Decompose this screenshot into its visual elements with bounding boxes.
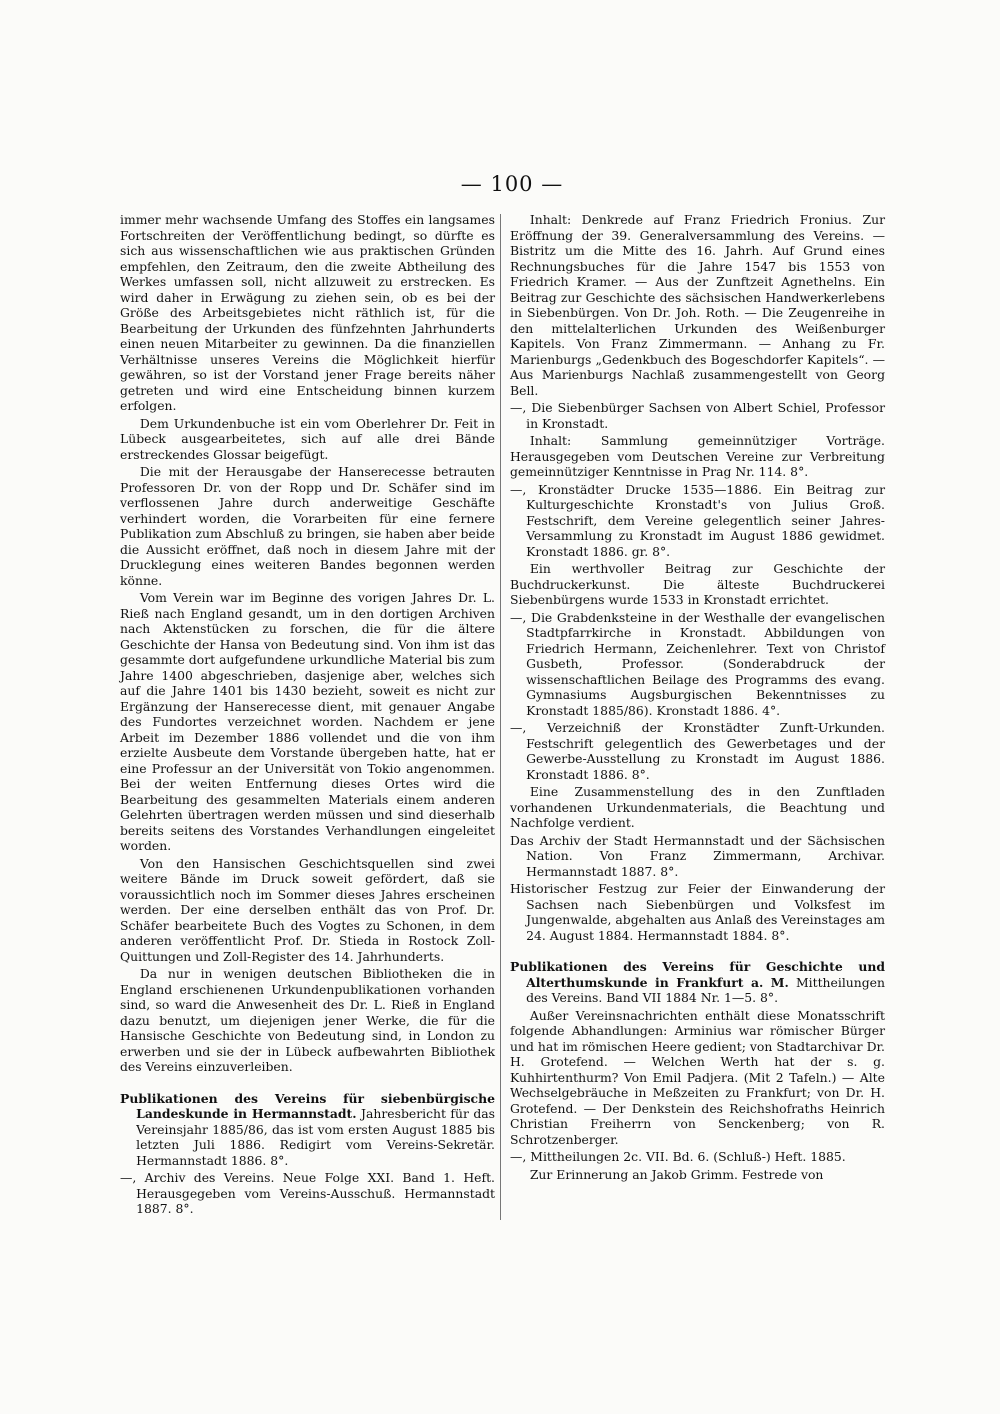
entry-text: Mittheilungen des Vereins. Band VII 1884 Nr. 1—5. 8°. bbox=[526, 974, 885, 1005]
publication-entry bbox=[120, 1091, 495, 1169]
paragraph: Die mit der Herausgabe der Hanserecesse betrauten Professoren Dr. von der Ropp und Dr. Schäfer sind im verflossenen Jahre durch anderweitige Geschäfte verhindert worden, die Vorarbeiten für eine fernere Publikation zum Abschluß zu bringen, sie haben aber beide die Aussicht eröffnet, daß noch in diesem Jahre mit der Drucklegung eines weiteren Bandes begonnen werden könne. bbox=[120, 464, 495, 588]
paragraph: Ein werthvoller Beitrag zur Geschichte der Buchdruckerkunst. Die älteste Buchdruckerei Siebenbürgens wurde 1533 in Kronstadt errichtet. bbox=[510, 561, 885, 607]
paragraph: Vom Verein war im Beginne des vorigen Jahres Dr. L. Rieß nach England gesandt, um in den dortigen Archiven nach Aktenstücken zu forschen, die für die ältere Geschichte der Hansa von Bedeutung sind. Von ihm ist das gesammte dort aufgefundene urkundliche Material bis zum Jahre 1400 abgeschrieben, dasjenige aber, welches sich auf die Jahre 1401 bis 1430 bezieht, soweit es nicht zur Ergänzung der Hanserecesse dient, mit genauer Angabe des Fundortes verzeichnet worden. Nachdem er jene Arbeit im Dezember 1886 vollendet und die von ihm erzielte Ausbeute dem Vorstande übergeben hatte, hat er eine Professur an der Universität von Tokio angenommen. Bei der weiten Entfernung dieses Ortes wird die Bearbeitung des gesammelten Materials einem anderen Gelehrten übertragen werden müssen und sind dieserhalb bereits seitens des Vorstandes Verhandlungen eingeleitet worden. bbox=[120, 590, 495, 853]
publication-entry: —, Die Siebenbürger Sachsen von Albert Schiel, Professor in Kronstadt. bbox=[510, 400, 885, 431]
paragraph: Inhalt: Denkrede auf Franz Friedrich Fronius. Zur Eröffnung der 39. Generalversammlung des Vereins. — Bistritz um die Mitte des 16. Jahrh. Auf Grund eines Rechnungsbuches für die Jahre 1547 bis 1553 von Friedrich Kramer. — Aus der Zunftzeit Agnethelns. Ein Beitrag zur Geschichte des sächsischen Handwerkerlebens in Siebenbürgen. Von Dr. Joh. Roth. — Die Zeugenreihe in den mittelalterlichen Urkunden des Weißenburger Kapitels. Von Franz Zimmermann. — Anhang zu Fr. Marienburgs „Gedenkbuch des Bogeschdorfer Kapitels“. — Aus Marienburgs Nachlaß zusammengestellt von Georg Bell. bbox=[510, 212, 885, 398]
paragraph: Inhalt: Sammlung gemeinnütziger Vorträge. Herausgegeben vom Deutschen Vereine zur Verbreitung gemeinnütziger Kenntnisse in Prag Nr. 114. 8°. bbox=[510, 433, 885, 479]
publication-entry: Das Archiv der Stadt Hermannstadt und der Sächsischen Nation. Von Franz Zimmermann, Archivar. Hermannstadt 1887. 8°. bbox=[510, 832, 885, 879]
section-gap bbox=[510, 945, 885, 959]
section-gap bbox=[120, 1077, 495, 1091]
publication-entry: —, Mittheilungen 2c. VII. Bd. 6. (Schluß-) Heft. 1885. bbox=[510, 1149, 846, 1164]
paragraph: Dem Urkundenbuche ist ein vom Oberlehrer Dr. Feit in Lübeck ausgearbeitetes, sich auf alle drei Bände erstreckendes Glossar beigefügt. bbox=[120, 415, 495, 462]
publication-entry: Historischer Festzug zur Feier der Einwanderung der Sachsen nach Siebenbürgen und Volksfest im Jungenwalde, abgehalten aus Anlaß des Vereinstages am 24. August 1884. Hermannstadt 1884. 8°. bbox=[510, 881, 886, 943]
paragraph: Eine Zusammenstellung des in den Zunftladen vorhandenen Urkundenmaterials, die Beachtung und Nachfolge verdient. bbox=[510, 784, 885, 830]
section-heading: Publikationen des Vereins für Geschichte und Alterthumskunde in Frankfurt a. M. bbox=[510, 959, 885, 990]
section-heading: Publikationen des Vereins für siebenbürgische Landeskunde in Hermannstadt. bbox=[120, 1090, 495, 1121]
publication-entry: —, Die Grabdenksteine in der Westhalle der evangelischen Stadtpfarrkirche in Kronstadt. Abbildungen von Friedrich Hermann, Zeichenlehrer. Text von Christof Gusbeth, Professor. (Sonderabdruck der wissenschaftlichen Beilage des Programms des evang. Gymnasiums Augsburgischen Bekenntnisses zu Kronstadt 1885/86). Kronstadt 1886. 4°. bbox=[510, 609, 885, 718]
paragraph: Da nur in wenigen deutschen Bibliotheken die in England erschienenen Urkundenpublikationen vorhanden sind, so ward die Anwesenheit des Dr. L. Rieß in England dazu benutzt, um diejenigen jener Werke, die für die Hansische Geschichte von Bedeutung sind, in London zu erwerben und sie der in Lübeck aufbewahrten Bibliothek des Vereins einzuverleiben. bbox=[120, 966, 495, 1074]
paragraph: Zur Erinnerung an Jakob Grimm. Festrede von bbox=[529, 1166, 824, 1182]
column-divider bbox=[500, 214, 501, 1220]
right-column bbox=[510, 212, 885, 1184]
page-number: — 100 — bbox=[460, 172, 564, 196]
publication-entry: —, Kronstädter Drucke 1535—1886. Ein Beitrag zur Kulturgeschichte Kronstadt's von Julius Groß. Festschrift, dem Vereine gelegentlich seiner Jahres-Versammlung zu Kronstadt im August 1886 gewidmet. Kronstadt 1886. gr. 8°. bbox=[510, 481, 885, 559]
left-column bbox=[120, 212, 495, 1219]
publication-entry: —, Archiv des Vereins. Neue Folge XXI. Band 1. Heft. Herausgegeben vom Vereins-Ausschuß. Hermannstadt 1887. 8°. bbox=[120, 1170, 495, 1216]
publication-entry: —, Verzeichniß der Kronstädter Zunft-Urkunden. Festschrift gelegentlich des Gewerbetages und der Gewerbe-Ausstellung zu Kronstadt im August 1886. Kronstadt 1886. 8°. bbox=[510, 720, 885, 782]
paragraph: Außer Vereinsnachrichten enthält diese Monatsschrift folgende Abhandlungen: Arminius war römischer Bürger und hat im römischen Heere gedient; von Stadtarchivar Dr. H. Grotefend. — Welchen Werth hat der s. g. Kuhhirtenthurm? Von Emil Padjera. (Mit 2 Tafeln.) — Alte Wechselgebräuche in Meßzeiten zu Frankfurt; von Dr. H. Grotefend. — Der Denkstein des Reichshofraths Heinrich Christian Freiherrn von Senckenberg; von R. Schrotzenberger. bbox=[510, 1007, 885, 1147]
publication-entry bbox=[510, 959, 885, 1006]
paragraph: Von den Hansischen Geschichtsquellen sind zwei weitere Bände im Druck soweit gefördert, daß sie voraussichtlich noch im Sommer dieses Jahres erscheinen werden. Der eine derselben enthält das von Prof. Dr. Schäfer bearbeitete Buch des Vogtes zu Schonen, in dem anderen veröffentlicht Prof. Dr. Stieda in Rostock Zoll-Quittungen und Zoll-Register des 14. Jahrhunderts. bbox=[120, 855, 495, 964]
entry-text: Jahresbericht für das Vereinsjahr 1885/86, das ist vom ersten August 1885 bis letzten Juli 1886. Redigirt vom Vereins-Sekretär. Hermannstadt 1886. 8°. bbox=[136, 1106, 496, 1168]
paragraph: immer mehr wachsende Umfang des Stoffes ein langsames Fortschreiten der Veröffentlichung bedingt, so dürfte es sich aus wissenschaftlichen wie aus praktischen Gründen empfehlen, den Zeitraum, den die zweite Abtheilung des Werkes umfassen soll, nicht allzuweit zu erstrecken. Es wird daher in Erwägung zu ziehen sein, ob es bei der Größe des Arbeitsgebietes nicht räthlich ist, für die Bearbeitung der Urkunden des fünfzehnten Jahrhunderts einen neuen Mitarbeiter zu gewinnen. Da die finanziellen Verhältnisse unseres Vereins die Möglichkeit hierfür gewähren, so ist der Vorstand jener Frage bereits näher getreten und wird eine Entscheidung binnen kurzem erfolgen. bbox=[120, 212, 495, 413]
